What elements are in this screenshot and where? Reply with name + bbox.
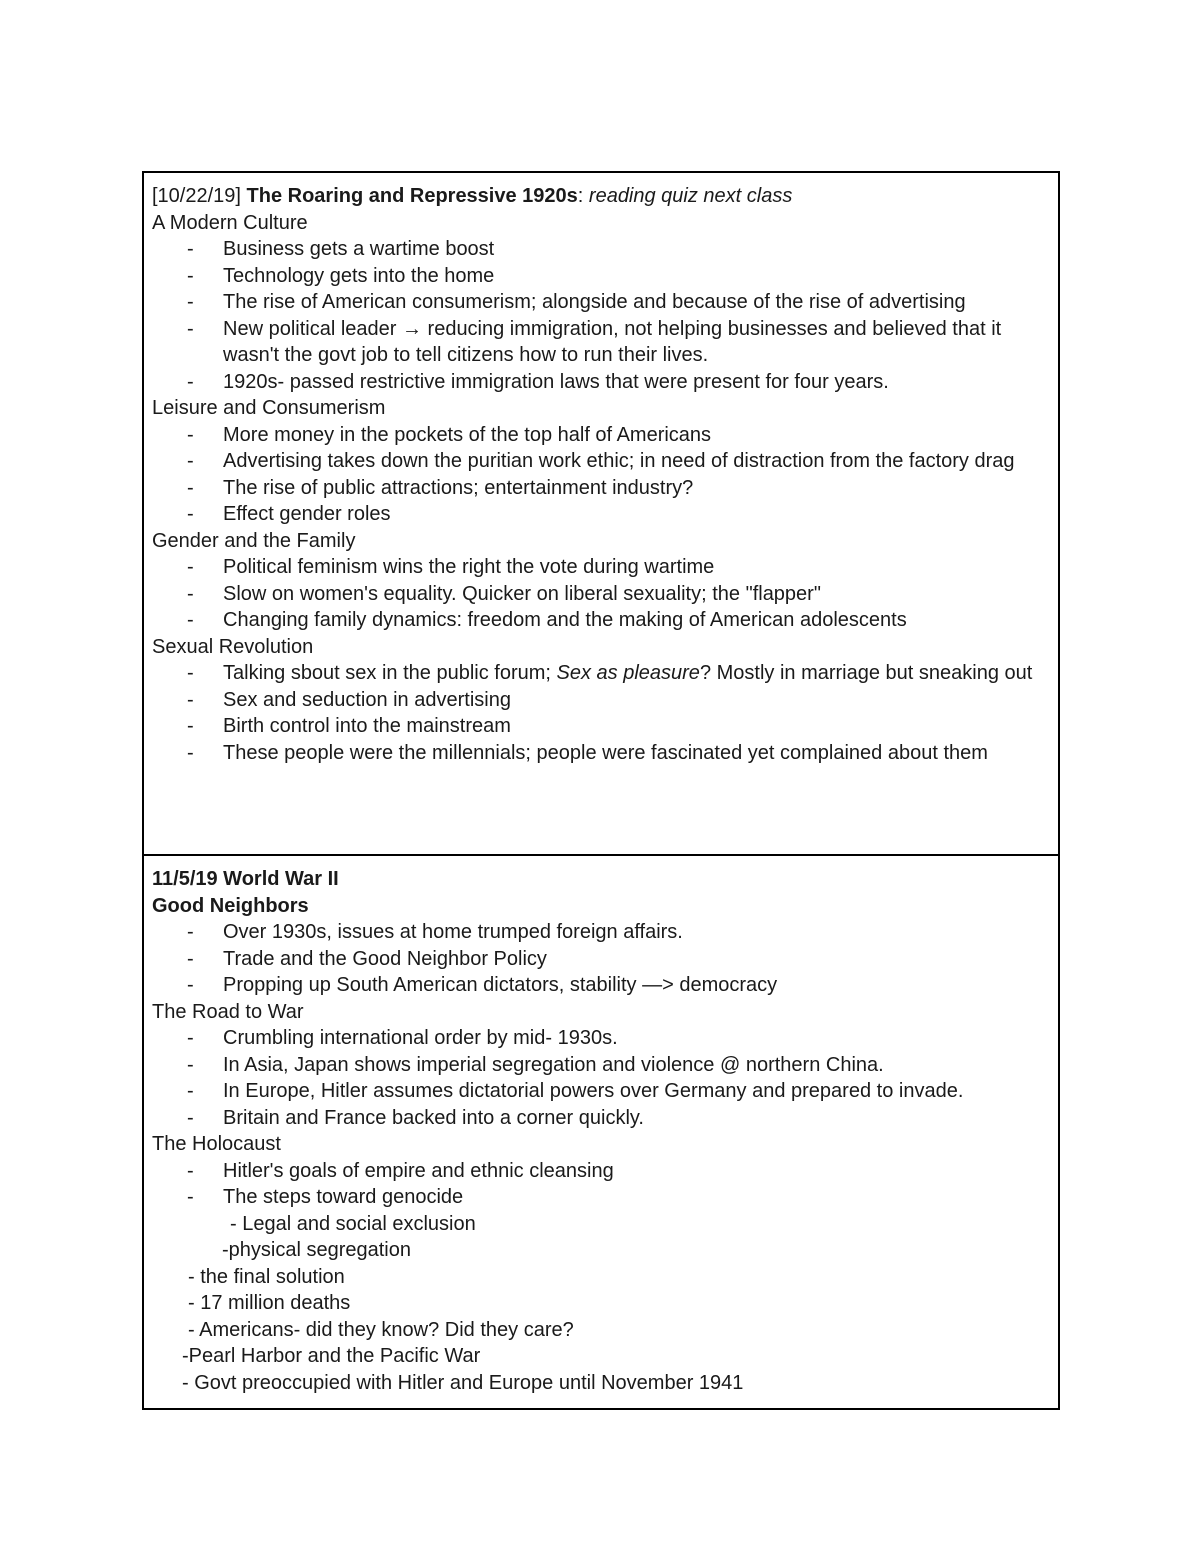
section-header [152, 183, 1050, 210]
note-line: - Govt preoccupied with Hitler and Europe until November 1941 [182, 1371, 744, 1394]
note-line: -Pearl Harbor and the Pacific War [182, 1345, 481, 1367]
list-item: - Crumbling international order by mid- 1930s. [187, 1027, 618, 1049]
section-1920s [144, 173, 1058, 856]
list-item: - Propping up South American dictators, stability —> democracy [187, 974, 778, 996]
title-colon: : [577, 185, 584, 207]
note-line: - the final solution [188, 1265, 345, 1288]
list-item: - Britain and France backed into a corner quickly. [187, 1106, 644, 1129]
section-title: The Roaring and Repressive 1920s [246, 185, 578, 207]
list-item: - Over 1930s, issues at home trumped foreign affairs. [187, 921, 683, 943]
list-item: - More money in the pockets of the top half of Americans [187, 423, 712, 446]
group-heading: A Modern Culture [152, 211, 308, 234]
list-item: - 1920s- passed restrictive immigration laws that were present for four years. [187, 370, 889, 393]
list-item: - Trade and the Good Neighbor Policy [187, 947, 547, 970]
list-item: - In Asia, Japan shows imperial segregation and violence @ northern China. [187, 1053, 884, 1076]
section-title: 11/5/19 World War II [152, 868, 339, 890]
list-item: - Advertising takes down the puritian work ethic; in need of distraction from the factory drag [187, 450, 1015, 472]
list-item: - The steps toward genocide [187, 1186, 464, 1208]
group-heading: Gender and the Family [152, 529, 356, 552]
note-line: - Legal and social exclusion [230, 1212, 476, 1235]
list-item: - These people were the millennials; people were fascinated yet complained about them [187, 741, 988, 764]
list-item: - In Europe, Hitler assumes dictatorial powers over Germany and prepared to invade. [187, 1080, 964, 1102]
list-item: - Talking sbout sex in the public forum; Sex as pleasure? Mostly in marriage but sneaking out [187, 662, 1033, 684]
note-line: - Americans- did they know? Did they care? [188, 1318, 574, 1341]
group-heading: The Holocaust [152, 1133, 281, 1155]
group-heading: The Road to War [152, 1000, 304, 1023]
section-date: [10/22/19] [152, 185, 241, 207]
list-item: - The rise of American consumerism; alongside and because of the rise of advertising [187, 291, 966, 313]
list-item: - Sex and seduction in advertising [187, 688, 511, 711]
group-heading: Leisure and Consumerism [152, 397, 386, 419]
list-item: - Changing family dynamics: freedom and the making of American adolescents [187, 609, 907, 631]
notes-table [142, 171, 1060, 1410]
note-line: -physical segregation [222, 1239, 411, 1261]
list-item: - Business gets a wartime boost [187, 238, 495, 260]
list-item: - The rise of public attractions; entertainment industry? [187, 476, 694, 499]
section-note: reading quiz next class [588, 185, 793, 207]
list-item: - Effect gender roles [187, 503, 391, 525]
list-item: - Technology gets into the home [187, 264, 495, 287]
note-line: - 17 million deaths [188, 1292, 351, 1314]
section-subtitle: Good Neighbors [152, 894, 309, 917]
list-item: - New political leader → reducing immigration, not helping businesses and believed that it wasn't the govt job to tell citizens how to run their lives. [187, 317, 1002, 366]
list-item: - Political feminism wins the right the vote during wartime [187, 556, 715, 578]
group-heading: Sexual Revolution [152, 635, 314, 658]
section-ww2 [144, 856, 1058, 1408]
list-item: - Hitler's goals of empire and ethnic cleansing [187, 1159, 614, 1182]
list-item: - Slow on women's equality. Quicker on liberal sexuality; the "flapper" [187, 582, 821, 605]
list-item: - Birth control into the mainstream [187, 715, 511, 737]
